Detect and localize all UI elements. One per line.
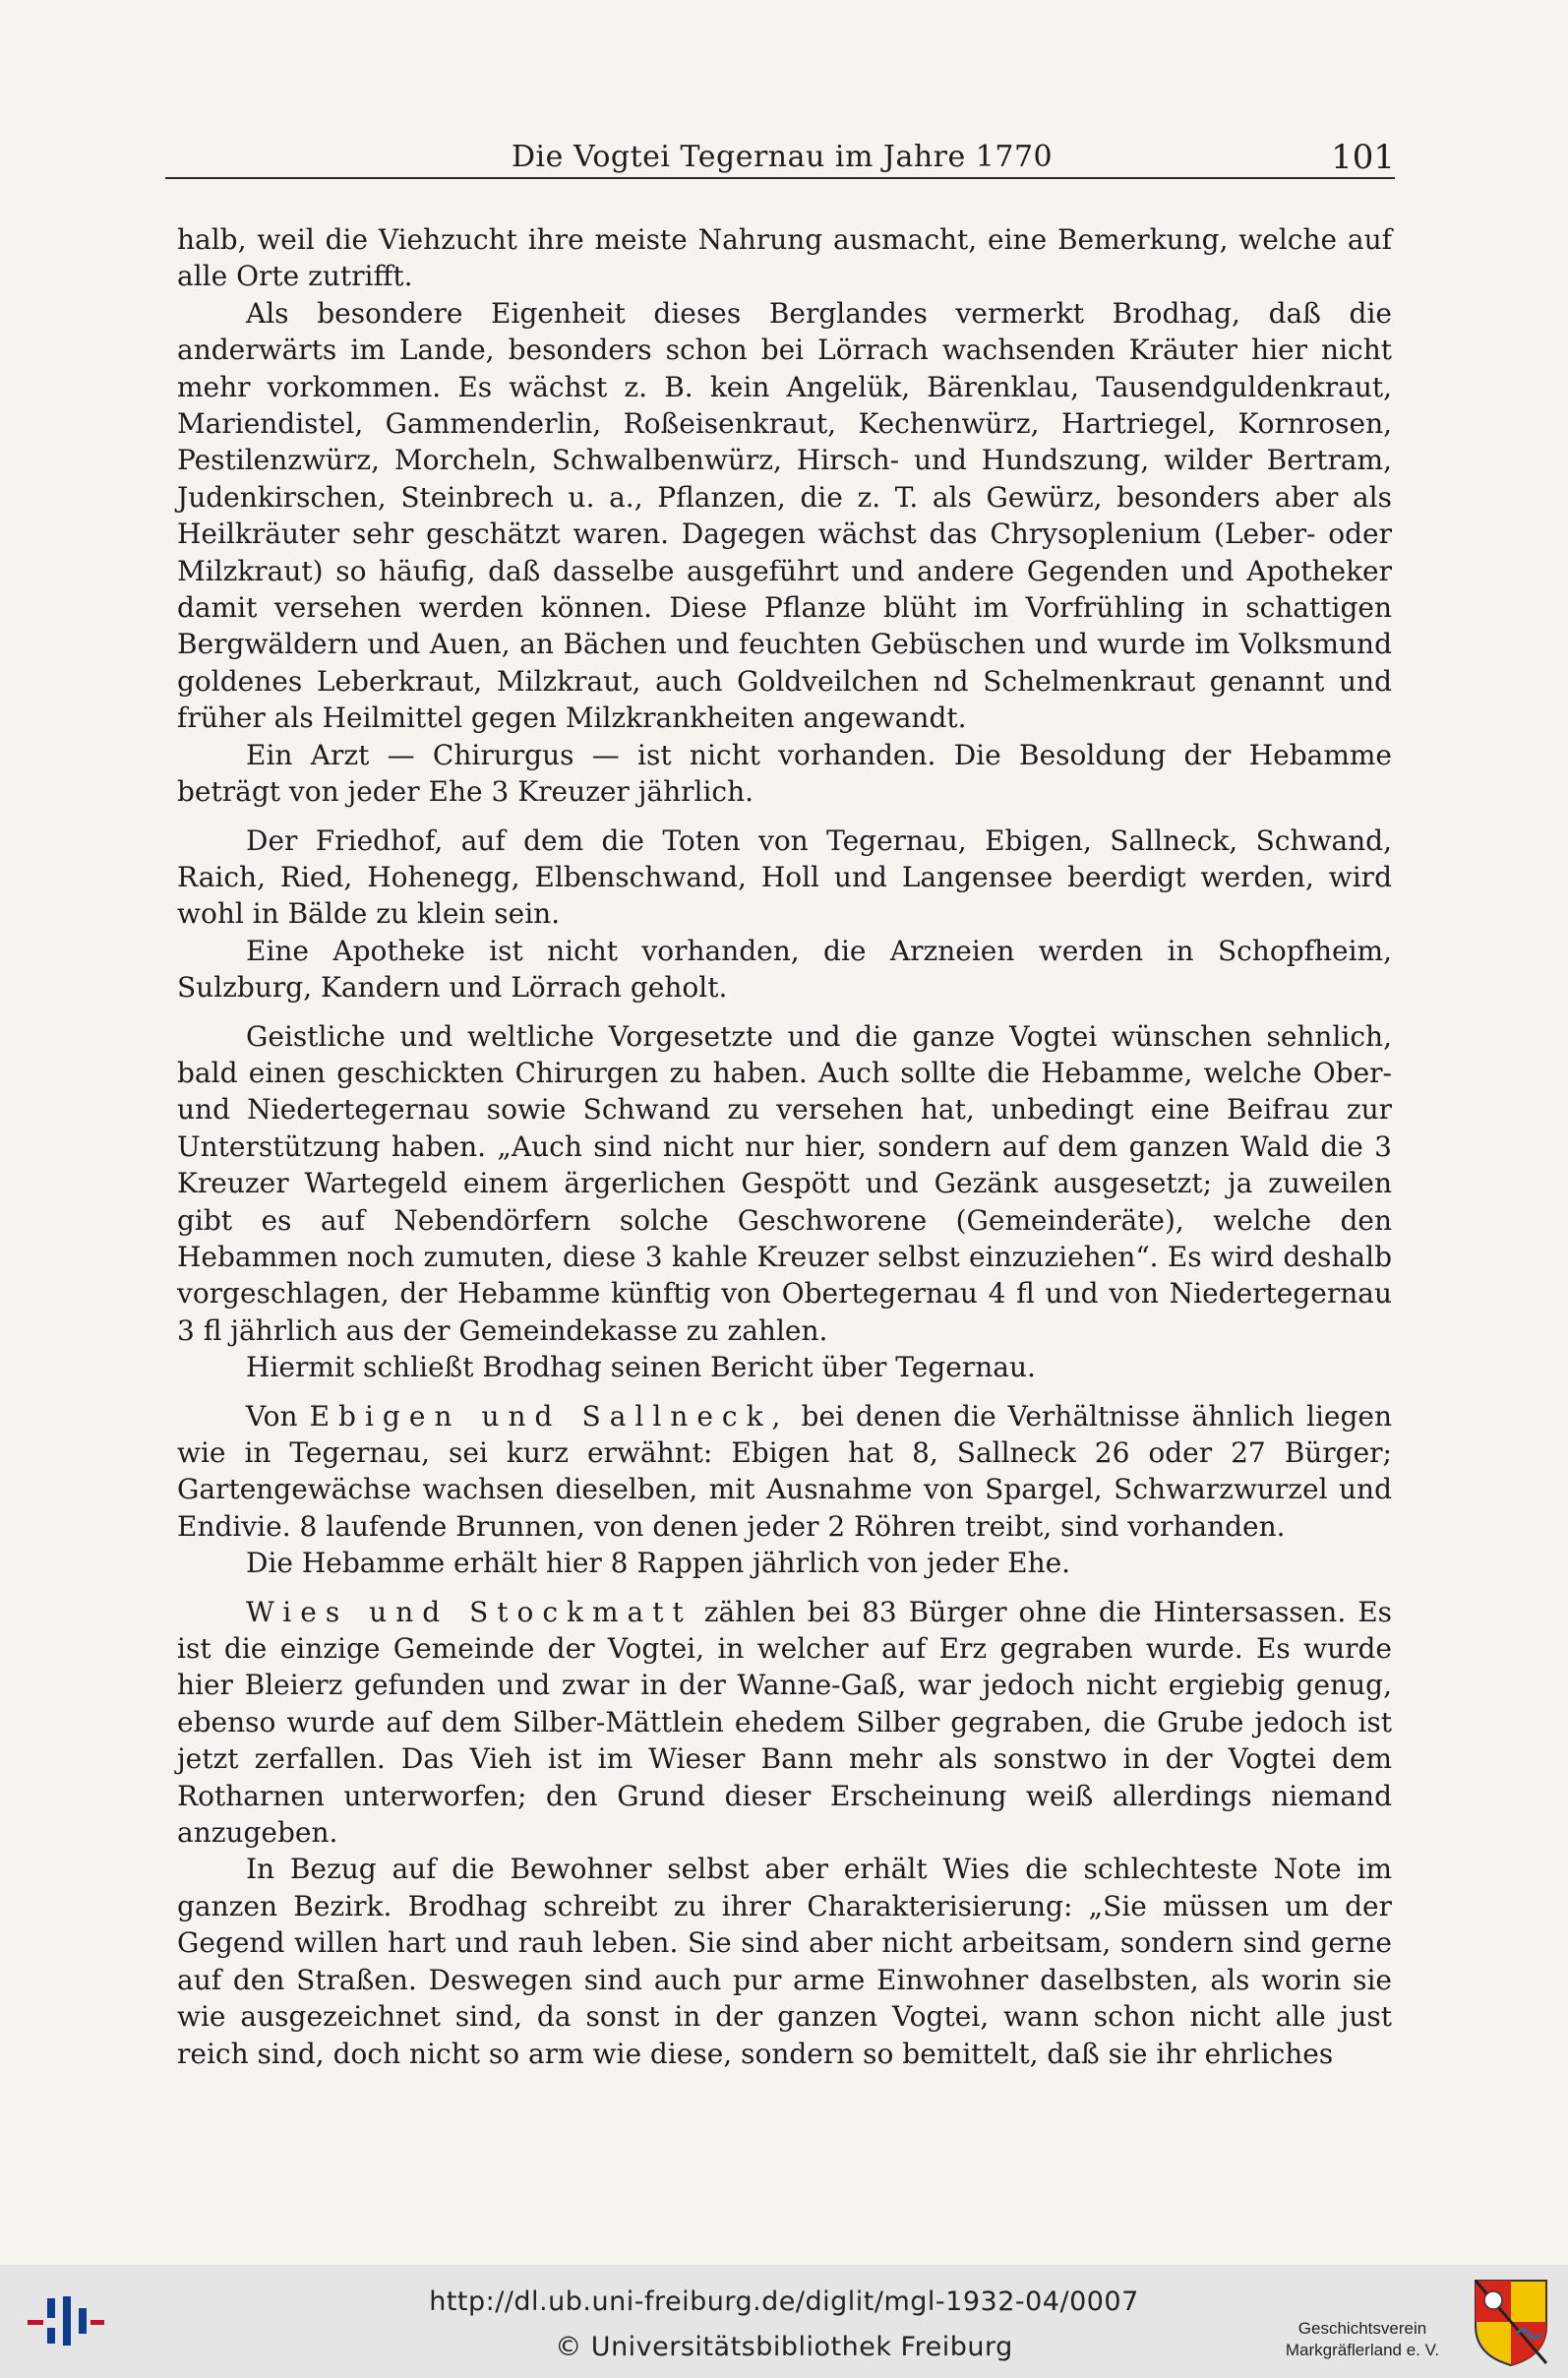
document-url-link[interactable]: http://dl.ub.uni-freiburg.de/diglit/mgl-1932-04/0007	[429, 2287, 1139, 2317]
running-title: Die Vogtei Tegernau im Jahre 1770	[512, 140, 1054, 174]
page-number: 101	[1331, 138, 1395, 177]
paragraph-text: zählen bei 83 Bürger ohne die Hintersassen. Es ist die einzige Gemeinde der Vogtei, in welcher auf Erz gegraben wurde. Es wurde hier Bleierz gefunden und zwar in der Wanne-Gaß, war jedoch nicht ergiebig genug, ebenso wurde auf dem Silber-Mättlein ehedem Silber gegraben, die Grube jedoch ist jetzt zerfallen. Das Vieh ist im Wieser Bann mehr als sonstwo in der Vogtei dem Rotharnen unterworfen; den Grund dieser Erscheinung weiß allerdings niemand anzugeben.	[177, 1595, 1392, 1850]
paragraph	[177, 1594, 1392, 1852]
paragraph: Die Hebamme erhält hier 8 Rappen jährlich von jeder Ehe.	[246, 1547, 1071, 1580]
body-text	[177, 221, 1392, 2072]
paragraph: Als besondere Eigenheit dieses Berglandes vermerkt Brodhag, daß die anderwärts im Lande, besonders schon bei Lörrach wachsenden Kräuter hier nicht mehr vorkommen. Es wächst z. B. kein Angelük, Bärenklau, Tausendguldenkraut, Mariendistel, Gammenderlin, Roßeisenkraut, Kechenwürz, Hartriegel, Kornrosen, Pestilenzwürz, Morcheln, Schwalbenwürz, Hirsch- und Hundszung, wilder Bertram, Judenkirschen, Steinbrech u. a., Pflanzen, die z. T. als Gewürz, besonders aber als Heilkräuter sehr geschätzt waren. Dagegen wächst das Chrysoplenium (Leber- oder Milzkraut) so häufig, daß dasselbe ausgeführt und andere Gegenden und Apotheker damit versehen werden können. Diese Pflanze blüht im Vorfrühling in schattigen Bergwäldern und Auen, an Bächen und feuchten Gebüschen und wurde im Volksmund goldenes Leberkraut, Milzkraut, auch Goldveilchen nd Schelmenkraut genannt und früher als Heilmittel gegen Milzkrankheiten angewandt.	[177, 296, 1392, 735]
paragraph: Eine Apotheke ist nicht vorhanden, die Arzneien werden in Schopfheim, Sulzburg, Kandern und Lörrach geholt.	[177, 934, 1392, 1005]
society-name-line: Markgräflerland e. V.	[1285, 2341, 1440, 2359]
paragraph: In Bezug auf die Bewohner selbst aber erhält Wies die schlechteste Note im ganzen Bezirk. Brodhag schreibt zu ihrer Charakterisierung: „Sie müssen um der Gegend willen hart und rauh leben. Sie sind aber nicht arbeitsam, sondern sind gerne auf den Straßen. Deswegen sind auch pur arme Einwohner daselbsten, als worin sie wie ausgezeichnet sind, da sonst in der ganzen Vogtei, wann schon nicht alle just reich sind, doch nicht so arm wie diese, sondern so bemittelt, daß sie ihr ehrliches	[177, 1853, 1392, 2070]
paragraph: Der Friedhof, auf dem die Toten von Tegernau, Ebigen, Sallneck, Schwand, Raich, Ried, Hohenegg, Elbenschwand, Holl und Langensee beerdigt werden, wird wohl in Bälde zu klein sein.	[177, 823, 1392, 931]
paragraph	[177, 1398, 1392, 1546]
copyright-notice: © Universitätsbibliothek Freiburg	[555, 2332, 1013, 2362]
viewer-footer	[0, 2265, 1568, 2378]
society-name	[1264, 2318, 1461, 2361]
paragraph-text: bei denen die Verhältnisse ähnlich liegen wie in Tegernau, sei kurz erwähnt: Ebigen hat 8, Sallneck 26 oder 27 Bürger; Gartengewächse wachsen dieselben, mit Ausnahme von Spargel, Schwarzwurzel und Endivie. 8 laufende Brunnen, von denen jeder 2 Röhren treibt, sind vorhanden.	[177, 1399, 1392, 1543]
place-names-spaced: Ebigen und Sallneck,	[309, 1399, 790, 1433]
header-rule	[165, 177, 1395, 179]
paragraph: halb, weil die Viehzucht ihre meiste Nahrung ausmacht, eine Bemerkung, welche auf alle Orte zutrifft.	[177, 223, 1392, 293]
coat-of-arms-icon	[1472, 2277, 1550, 2367]
place-names-spaced: Wies und Stockmatt	[246, 1595, 693, 1628]
society-name-line: Geschichtsverein	[1297, 2319, 1427, 2338]
paragraph: Geistliche und weltliche Vorgesetzte und die ganze Vogtei wünschen sehnlich, bald einen geschickten Chirurgen zu haben. Auch sollte die Hebamme, welche Ober- und Niedertegernau sowie Schwand zu versehen hat, unbedingt eine Beifrau zur Unterstützung haben. „Auch sind nicht nur hier, sondern auf dem ganzen Wald die 3 Kreuzer Wartegeld einem ärgerlichen Gespött und Gezänk ausgesetzt; ja zuweilen gibt es auf Nebendörfern solche Geschworene (Gemeinderäte), welche den Hebammen noch zumuten, diese 3 kahle Kreuzer selbst einzuziehen“. Es wird deshalb vorgeschlagen, der Hebamme künftig von Obertegernau 4 fl und von Niedertegernau 3 fl jährlich aus der Gemeindekasse zu zahlen.	[177, 1019, 1392, 1347]
paragraph-lead: Von	[246, 1399, 298, 1433]
paragraph: Ein Arzt — Chirurgus — ist nicht vorhanden. Die Besoldung der Hebamme beträgt von jeder Ehe 3 Kreuzer jährlich.	[177, 738, 1392, 809]
paragraph: Hiermit schließt Brodhag seinen Bericht über Tegernau.	[246, 1351, 1036, 1384]
